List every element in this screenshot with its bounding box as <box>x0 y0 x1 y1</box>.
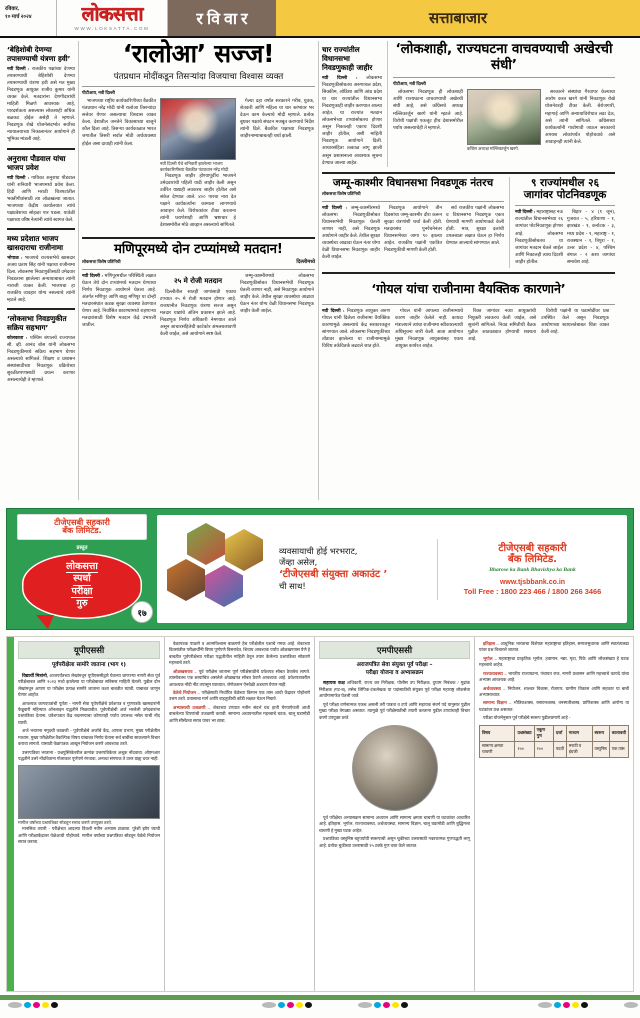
ad-copy-line2: जेंव्हा असेल, <box>279 557 318 568</box>
mpsc-body-1 <box>319 680 470 721</box>
lead-text-1: भाजपच्या राष्ट्रीय कार्यकारिणीच्या बैठकीत पंतप्रधान नरेंद्र मोदी यांनी रालोआ तिसऱ्यांदा सत्तेवर येणार असल्याचा विश्वास व्यक्त केला. देशातील जनतेने विकासाच्या बाजूने कौल दिला आहे. तिसऱ्या कार्यकाळात भारत जगातील तिसरी सर्वात मोठी अर्थव्यवस्था होईल असा दावाही त्यांनी केला. <box>82 99 156 147</box>
section-band <box>276 0 640 36</box>
manipur-text-3: जम्मू-काश्मीरमध्ये लोकसभा निवडणुकीसोबत विधानसभेची निवडणूक घेतली जाणार नाही, असे निवडणूक आयोगाने जाहीर केले. तेथील सुरक्षा व्यवस्थेचा आढावा घेऊन नंतर योग्य वेळी विधानसभा निवडणूक जाहीर केली जाईल. <box>240 273 314 315</box>
ad-website-link[interactable]: www.tjsbbank.co.in <box>499 578 566 586</box>
mpsc-item-label-0: इतिहास – <box>483 641 499 646</box>
mpsc-para-3: प्रश्नपत्रिका वस्तुनिष्ठ बहुपर्यायी स्वरूपाची असून चुकीच्या उत्तरासाठी नकारात्मक गुणपद्धती लागू आहे. प्रत्येक चुकीच्या उत्तरासाठी २५ टक्के गुण वजा केले जातात. <box>319 836 470 848</box>
mpsc-table-intro: परीक्षा योजनेनुसार पूर्व परीक्षेचे स्वरूप पुढीलप्रमाणे आहे - <box>483 715 571 721</box>
reg-mark-cyan-1 <box>24 1002 31 1008</box>
kharge-photo <box>467 89 541 145</box>
upsc-column-2 <box>164 637 314 991</box>
goyal-col-2 <box>395 308 463 352</box>
website-url[interactable]: WWW.LOKSATTA.COM <box>74 26 150 31</box>
reg-mark-cyan-3 <box>374 1002 381 1008</box>
mid-right-block <box>322 177 615 268</box>
second-lead-text: लोकसभा निवडणुकीसोबतच अरुणाचल प्रदेश, सिक्कीम, ओडिशा आणि आंध्र प्रदेश या चार राज्यांतील विधानसभा निवडणुकाही जाहीर करण्यात आल्या आहेत. या राज्यांत मतदान लोकसभेच्या टप्प्यांसोबतच होणार असून निकालही एकाच दिवशी जाहीर होतील, अशी माहिती निवडणूक आयोगाने दिली. आचारसंहिता तत्काळ लागू झाली असून प्रशासनाला आवश्यक सूचना देण्यात आल्या आहेत. <box>322 76 382 166</box>
byelection-col-1 <box>515 209 563 267</box>
jk-text-2: निवडणूक आयोगाने तीन दिवसांचा जम्मू-काश्मीर दौरा करून सुरक्षा यंत्रणांशी चर्चा केली होती. मतदारसंघ पुनर्रचनेनंतर विधानसभेच्या जागा ९० झाल्या आहेत. राजकीय पक्षांनी एकत्रित निवडणुकीची मागणी केली होती. <box>384 205 442 254</box>
upsc-photo-caption: मागील वर्षांच्या प्रश्नपत्रिका सोडवून सराव करणे उपयुक्त ठरते. <box>18 820 113 826</box>
reg-mark-group-1 <box>8 1002 58 1008</box>
manipur-subhead: २५ मे रोजी मतदान <box>173 276 223 285</box>
ad-copy-line1: व्यवसायाची होई भरभराट, <box>279 546 358 557</box>
mpsc-byline-rest: अधिकारी, राज्य कर निरीक्षक, पोलीस उप निरीक्षक, दुय्यम निबंधक / मुद्रांक निरीक्षक (गट-ब), तसेच लिपिक-टंकलेखक या पदांसाठीची संयुक्त पूर्व परीक्षा महाराष्ट्र लोकसेवा आयोगामार्फत घेतली जाते. <box>319 680 470 699</box>
manipur-col-2 <box>160 273 236 340</box>
mpsc-item-label-2: राज्यव्यवस्था – <box>483 670 507 676</box>
sidebar-headline-3: ‘लोकसभा निवडणुकीत सक्रिय सहभाग’ <box>7 314 67 333</box>
exam-guide-section <box>6 636 634 992</box>
goyal-text-2: गोयल यांनी आपल्या राजीनाम्याचे कारण जाहीर केलेले नाही. कायदा मंत्रालयाने त्यांचा राजीनामा स्वीकारल्याची अधिसूचना जारी केली. आता आयोगात मुख्य निवडणूक आयुक्तांसह एकच आयुक्त कार्यरत आहेत. <box>395 308 463 349</box>
reg-mark-group-5 <box>624 1002 638 1008</box>
badge-line-1: स्पर्धा <box>73 573 91 585</box>
ravivar-char-1: वि <box>206 9 220 28</box>
sidebar-headline-1: अनुराधा पौडवाल यांचा भाजप प्रवेश <box>7 153 66 172</box>
reg-mark-gray-3 <box>358 1002 372 1008</box>
issue-date-full: १० मार्च २०२४ <box>5 13 32 20</box>
ad-hex-photo-cluster <box>157 515 275 623</box>
right-lead-col-3 <box>545 89 615 152</box>
masthead-logo-block[interactable] <box>56 0 168 36</box>
page-number-badge: १७ <box>131 601 153 623</box>
sidebar-item-1[interactable] <box>7 154 75 224</box>
lead-subhead: पंतप्रधान मोदींकडून तिसऱ्यांदा विजयाचा विश्वास व्यक्त <box>113 72 284 83</box>
byelection-text-1: महाराष्ट्रासह नऊ राज्यांतील विधानसभेच्या २६ जागांवर पोटनिवडणूक होणार आहे. लोकसभा निवडणुकीसोबतच या जागांवर मतदान घेतले जाईल आणि निकालही त्याच दिवशी जाहीर होतील. <box>515 210 564 265</box>
green-side-strip <box>7 637 14 991</box>
jk-byline: लोकसत्ता विशेष प्रतिनिधी <box>322 190 361 196</box>
ad-left-panel <box>7 509 157 629</box>
modi-photo <box>160 98 236 160</box>
mpsc-column-1 <box>314 637 474 991</box>
sidebar-dateline-0: नवी दिल्ली : <box>7 66 30 71</box>
sidebar-body-3 <box>7 335 75 384</box>
modi-photo-caption: नवी दिल्ली येथे शनिवारी झालेल्या भाजप कार्यकारिणीच्या बैठकीत पंतप्रधान नरेंद्र मोदी. <box>160 161 230 173</box>
jk-col-3 <box>446 205 504 261</box>
mpsc-item-label-1: भूगोल – <box>483 655 497 661</box>
upsc-para-3: अर्ज भरताना नमूदची काळजी - पूर्वपरीक्षेचे अर्जाचे केंद्र, आपला प्रभाग, मुख्य परीक्षेतील माध्यम, मुख्य परीक्षेतील वैकल्पिक विषय यांबाबत निर्णय घेताना सर्व बाबींचा साकल्याने विचार करावा लागतो. यासाठी वेळापत्रक आखून नियोजन करणे आवश्यक ठरते. <box>18 728 160 747</box>
second-lead-headline: चार राज्यांतील विधानसभा निवडणुकाही जाहीर <box>322 45 373 72</box>
right-lead-headline: ‘लोकशाही, राज्यघटना वाचवण्याची अखेरची संधी’ <box>395 41 613 74</box>
sidebar-dateline-3: कोलकाता : <box>7 335 28 341</box>
upsc-byline: विद्यार्थी मित्रांनो, <box>22 672 48 678</box>
goyal-dateline: नवी दिल्ली : <box>322 307 345 313</box>
byelection-dateline: नवी दिल्ली : <box>515 209 536 215</box>
manipur-place: दिल्लीमध्ये <box>296 259 315 265</box>
mpsc-para-2: पूर्व परीक्षेचा अभ्यासक्रम सामान्य अध्ययन आणि सामान्य क्षमता चाचणी या घटकांवर आधारित आहे. इतिहास, भूगोल, राज्यव्यवस्था, अर्थव्यवस्था, सामान्य विज्ञान, चालू घडामोडी आणि बुद्धिमत्ता चाचणी हे मुख्य घटक आहेत. <box>319 815 470 833</box>
lead-col-1 <box>82 98 156 231</box>
upsc-section-title: यूपीएससी <box>18 641 160 659</box>
ad-bank-name-line2: बँक लिमिटेड. <box>507 554 557 565</box>
upsc-bullet-text-1: पूर्व परीक्षेस जाताना पूर्ण परीक्षेसाठीचे प्रवेशपत्र सोबत ठेवावेच लागते. त्यासोबतच एक छायाचित्र असलेले ओळखपत्र सोबत ठेवणे आवश्यक आहे. प्रवेशपत्रावरील आवश्यक नोंदी नीट तपासून घ्याव्यात, जेणेकरून ऐनवेळी अडचण येणार नाही. <box>169 668 311 687</box>
mpsc-section-subtitle <box>319 662 470 677</box>
reg-mark-yellow-3 <box>392 1002 399 1008</box>
upsc-bullet-label-2: वेळेचे नियोजन – <box>173 689 200 695</box>
sidebar-body-1 <box>7 175 75 224</box>
ad-tollfree-number[interactable]: Toll Free : 1800 223 466 / 1800 266 3466 <box>463 586 602 596</box>
table-cell-3: पदवी <box>553 741 566 757</box>
reg-mark-gray-4 <box>538 1002 552 1008</box>
goyal-text-4: विरोधी पक्षांनी या घडामोडींवर प्रश्न उपस्थित केले असून निवडणूक आयोगाच्या स्वायत्ततेबाबत चिंता व्यक्त केली आहे. <box>541 308 609 335</box>
jk-col-1 <box>322 205 380 261</box>
table-header-6: कालावधी <box>609 725 628 741</box>
reg-mark-magenta-1 <box>33 1002 40 1008</box>
hex-photo-trader <box>167 559 205 601</box>
reg-mark-group-2 <box>262 1002 312 1008</box>
reg-mark-magenta-4 <box>563 1002 570 1008</box>
exam-scheme-table <box>479 725 629 758</box>
table-cell-6: एक तास <box>609 741 628 757</box>
table-cell-1: १०० <box>515 741 534 757</box>
manipur-byline: लोकसत्ता विशेष प्रतिनिधी <box>82 258 121 264</box>
manipur-col-3 <box>240 273 314 340</box>
upsc-body-1 <box>18 673 160 763</box>
lead-col-3 <box>240 98 314 231</box>
upsc-bullet-text-3: शेवटच्या टप्प्यात नवीन संदर्भ ग्रंथ हाती घेण्याऐवजी आधी वाचलेल्या टिपणांची उजळणी करावी. सामान्य अध्ययनातील महत्त्वाचे घटक, चालू घडामोडी आणि सीसॅटचा सराव यावर भर द्यावा. <box>169 704 311 723</box>
manipur-dateline: नवी दिल्ली : <box>82 272 104 278</box>
sidebar-body-0 <box>7 66 75 144</box>
right-lead-col-1 <box>393 89 463 152</box>
upsc-para-5: मानसिक तयारी - परीक्षेच्या आदल्या दिवशी नवीन अभ्यास टाळावा. पुरेशी झोप घ्यावी आणि परीक्षाकेंद्रावर वेळेआधी पोहोचावे. मागील वर्षांच्या प्रश्नपत्रिका सोडवून वेळेचे नियोजन सराव करावा. <box>18 826 160 845</box>
ad-copy-line3: ‘टीजेएसबी संयुक्ता अकाउंट ’ <box>279 568 388 580</box>
tjsb-name-line2: बँक लिमिटेड. <box>62 526 102 536</box>
upsc-body-2 <box>18 826 160 845</box>
sidebar-body-2 <box>7 255 75 304</box>
mpsc-item-text-0: आधुनिक भारताचा विशेषतः महाराष्ट्राचा इतिहास, समाजसुधारक आणि स्वातंत्र्यलढा यांवर प्रश्न विचारले जातात. <box>479 641 629 653</box>
mpsc-exam-hall-photo <box>352 725 438 811</box>
manipur-text-2: दिल्लीतील सातही जागांसाठी एकाच टप्प्यात २५ मे रोजी मतदान होणार आहे. राजधानीत निवडणूक यंत्रणा सज्ज असून मतदार याद्यांचे अंतिम प्रकाशन झाले आहे. निवडणूक निर्णय अधिकारी नेमण्यात आले असून आचारसंहितेची काटेकोर अंमलबजावणी केली जाईल, असे आयोगाने स्पष्ट केले. <box>160 289 236 337</box>
lead-dateline: पीटीआय, नवी दिल्ली <box>82 90 115 96</box>
mpsc-byline: सहायक कक्ष <box>323 680 345 686</box>
reg-mark-gray-1 <box>8 1002 22 1008</box>
registration-marks <box>0 1002 640 1016</box>
goyal-story[interactable] <box>322 277 615 352</box>
manipur-headline: मणिपूरमध्ये दोन टप्प्यांमध्ये मतदान! <box>114 241 283 257</box>
byelection-story[interactable] <box>509 177 615 268</box>
goyal-col-4 <box>541 308 609 352</box>
tjsb-logo-box <box>17 514 147 540</box>
table-header-3: दर्जा <box>553 725 566 741</box>
lead-column <box>78 41 318 500</box>
lead-story-columns <box>82 98 315 231</box>
news-body <box>0 38 640 500</box>
right-lead-col-2 <box>467 89 541 152</box>
sidebar-item-2[interactable] <box>7 234 75 304</box>
kharge-photo-caption: काँग्रेस अध्यक्ष मल्लिकार्जुन खरगे. <box>467 146 519 152</box>
table-header-1: प्रश्नसंख्या <box>515 725 534 741</box>
reg-mark-gray-2 <box>262 1002 276 1008</box>
reg-mark-black-3 <box>401 1002 408 1008</box>
hex-photo-vendor <box>205 565 243 607</box>
sidebar-text-2: भाजपचे राज्यसभेचे खासदार अजय प्रताप सिंह यांनी पक्षाचा राजीनामा दिला. लोकसभा निवडणुकीसाठी उमेदवार निवडताना झालेल्या अन्यायाबाबत त्यांनी नाराजी व्यक्त केली. भाजपचा हा राजकीय व्यवहार योग्य नसल्याचे त्यांनी म्हटले आहे. <box>7 255 76 304</box>
ravivar-band <box>168 0 276 36</box>
mpsc-item-text-2: भारतीय राज्यघटना, पंचायत राज, नागरी प्रशासन आणि महत्त्वाचे कायदे यांचा अभ्यास आवश्यक आहे. <box>479 670 630 683</box>
manipur-text-1: मणिपूरमधील परिस्थिती लक्षात घेऊन तेथे दोन टप्प्यांमध्ये मतदान घेण्याचा निर्णय निवडणूक आयोगाने घेतला आहे. अंतर्गत मणिपूर आणि बाह्य मणिपूर या दोन्ही मतदारसंघांत कडक सुरक्षा व्यवस्था ठेवण्यात येणार आहे. निर्वासित छावण्यांमध्ये राहणाऱ्या मतदारांसाठी विशेष मतदान केंद्रे उभारली जातील. <box>82 273 157 329</box>
issue-date <box>0 0 56 36</box>
right-lead-text-1: लोकसभा निवडणूक ही लोकशाही आणि राज्यघटना वाचवण्याची अखेरची संधी आहे, असे काँग्रेसचे अध्यक्ष मल्लिकार्जुन खरगे यांनी म्हटले आहे. विरोधी पक्षांची एकजूट हीच देशासमोरील पर्याय असल्याचेही ते म्हणाले. <box>393 90 463 131</box>
mpsc-body-2 <box>319 815 470 849</box>
table-cell-4: मराठी व इंग्रजी <box>566 741 592 757</box>
jk-text-1: जम्मू-काश्मीरमध्ये लोकसभा निवडणुकीसोबत विधानसभेची निवडणूक घेतली जाणार नाही, असे निवडणूक आयोगाने जाहीर केले. तेथील सुरक्षा व्यवस्थेचा आढावा घेऊन नंतर योग्य वेळी विधानसभा निवडणूक जाहीर केली जाईल. <box>322 205 380 261</box>
badge-line-2: परीक्षा <box>71 585 93 597</box>
right-lead-dateline: पीटीआय, नवी दिल्ली <box>393 81 426 87</box>
sidebar-headline-0: ‘बेहिशोबी देणग्या तपासण्याची यंत्रणा हवी’ <box>7 45 71 63</box>
reg-mark-magenta-2 <box>287 1002 294 1008</box>
loksatta-logo: लोकसत्ता <box>81 3 143 25</box>
second-lead-dateline: नवी दिल्ली : <box>322 75 358 80</box>
goyal-headline: ‘गोयल यांचा राजीनामा वैयक्तिक कारणाने’ <box>371 280 566 296</box>
upsc-section-subtitle: पूर्वपरीक्षेला सामोरे जाताना (भाग १) <box>52 662 126 668</box>
upsc-mid-body <box>169 641 310 724</box>
upsc-mid-para-1: वेळापत्रक पाळणे व आत्मविश्वास बाळगणे हेच परीक्षेतील यशाचे गमक आहे. शेवटच्या दिवसांतील परीक्षार्थींनी विषय पूर्णपणे विसरावेत, शिवाय आवश्यक पर्याय ओळखण्यास येणे हे बाबतीत पूर्वपरीक्षेच्या परीक्षा पद्धतीतील माहिती ठेवून तयार केलेल्या प्रश्नपत्रिका सोडवणे महत्त्वाचे ठरते. <box>169 641 310 666</box>
lead-text-3: गेल्या दहा वर्षांत सरकारने गरीब, युवक, शेतकरी आणि महिला या चार स्तंभांवर भर देऊन काम केल्याचे मोदी म्हणाले. प्रत्येक बूथवर पक्षाचे संघटन मजबूत करण्याचे निर्देश त्यांनी दिले. बैठकीत पक्षाच्या निवडणूक जाहीरनाम्याबाबतही चर्चा झाली. <box>240 99 314 140</box>
hex-photo-shopkeeper <box>225 529 263 571</box>
goyal-col-3 <box>468 308 536 352</box>
right-lead-text-2: सरकारने संस्थांचा गैरवापर केल्याचा आरोप करत खरगे यांनी निवडणूक रोखे योजनेवरही टीका केली. बेरोजगारी, महागाई आणि अन्यायाविरोधात लढा देऊ, असे त्यांनी सांगितले. काँग्रेसच्या कार्यकर्त्यांनी गावोगावी जाऊन सरकारचे अपयश लोकांपर्यंत पोहोचवावे असे आवाहनही त्यांनी केले. <box>545 90 615 145</box>
reg-mark-black-1 <box>51 1002 58 1008</box>
upsc-para-4: उत्तरपत्रिका भरताना - प्रश्नपुस्तिकेवरील क्रमांक उत्तरपत्रिकेवर अचूक नोंदवावा. ओएमआर पद्धतीने उत्तरे नोंदविताना गोलाकार पूर्णपणे रंगवावा, अन्यथा संगणक ते उत्तर ग्राह्य धरत नाही. <box>18 749 160 761</box>
second-lead-story[interactable] <box>322 41 382 167</box>
reg-mark-gray-5 <box>624 1002 638 1008</box>
reg-mark-cyan-4 <box>554 1002 561 1008</box>
jk-headline: जम्मू-काश्मीर विधानसभा निवडणूक नंतरच <box>332 176 494 189</box>
upsc-bullet-label-3: अभ्यासाची उजळणी – <box>173 704 211 710</box>
presented-by-label: प्रस्तुत <box>76 544 88 551</box>
masthead <box>0 0 640 38</box>
issue-date-day: रविवार, <box>5 6 19 12</box>
reg-mark-yellow-2 <box>296 1002 303 1008</box>
table-header-row <box>480 725 629 741</box>
table-header-4: माध्यम <box>566 725 592 741</box>
right-column <box>318 41 618 500</box>
upsc-bullet-label-1: ओळखसराव – <box>173 668 197 674</box>
left-sidebar <box>4 41 78 500</box>
ad-tagline: Bharose ka Bank Bhavishya ka Bank <box>489 566 576 573</box>
jk-col-2 <box>384 205 442 261</box>
sidebar-text-3: पश्चिम बंगालचे राज्यपाल सी. व्ही. आनंद बोस यांनी लोकसभा निवडणुकीमध्ये सक्रिय सहभाग घेणार असल्याचे सांगितले. शिक्षण व प्रशासन संस्थांसाठीच्या निवडणूक प्रक्रियेच्या सुरळीतपणासाठी प्रयत्न करणार असल्याचेही ते म्हणाले. <box>7 336 76 384</box>
ravivar-char-2: वा <box>224 9 238 28</box>
right-lead-story[interactable] <box>387 41 615 167</box>
lead-col-2 <box>160 98 236 231</box>
tjsb-bank-advertisement[interactable] <box>6 508 634 630</box>
hex-photo-farmer <box>187 523 225 565</box>
goyal-col-1 <box>322 308 390 352</box>
jk-story[interactable] <box>322 177 504 268</box>
upsc-students-photo <box>18 765 160 819</box>
sidebar-item-0[interactable] <box>7 45 75 144</box>
ad-main-panel <box>157 515 627 623</box>
mpsc-syllabus-list <box>479 641 629 722</box>
reg-mark-yellow-4 <box>572 1002 579 1008</box>
goyal-text-3: रिक्त जागांवर नव्या आयुक्तांची नियुक्ती लवकरच केली जाईल, असे सूत्रांनी सांगितले. निवड समितीची बैठक पुढील आठवड्यात होण्याची शक्यता आहे. <box>468 308 536 342</box>
reg-mark-yellow-1 <box>42 1002 49 1008</box>
jk-dateline: नवी दिल्ली : <box>322 204 348 210</box>
upsc-para-2: आवश्यक कागदपत्रांची पूर्तता - नागरी सेवा पूर्वपरीक्षेचे प्रवेशपत्र व गुणपत्रके खासदारांनी फेब्रुवारी महिन्यात ऑनलाइन पद्धतीने मिळवावीत. पूर्वपरीक्षेची अर्ज भरलेली उमेदवारांना प्रश्नपत्रिका देताना, प्रवेशपत्रात केंद्र बदलण्याचा कोणताही पर्याय उपलब्ध नसेल याची नोंद घ्यावी. <box>18 700 160 725</box>
ravivar-char-3: र <box>241 9 248 28</box>
mpsc-subtitle-line1: अराजपत्रित सेवा संयुक्त पूर्व परीक्षा – <box>356 662 433 668</box>
jk-text-3: सर्व राजकीय पक्षांनी लोकसभा व विधानसभा निवडणूक एकत्र घेण्याची मागणी आयोगाकडे केली होती. मात्र, सुरक्षा दलांची उपलब्धता लक्षात घेऊन हा निर्णय घेण्यात आल्याचे सांगण्यात आले. <box>446 205 504 247</box>
sidebar-item-3[interactable] <box>7 314 75 384</box>
sidebar-text-1: गायिका अनुराधा पौडवाल यांनी शनिवारी भाजपमध्ये प्रवेश केला. हिंदी आणि मराठी चित्रपटांतील भक्तीगीतांसाठी त्या ओळखल्या जातात. भाजपच्या केंद्रीय कार्यालयात त्यांचे पक्षप्रवेशाचा सोहळा पार पडला. यावेळी पक्षाच्या वरिष्ठ नेत्यांनी त्यांचे स्वागत केले. <box>7 175 75 223</box>
byelection-col-2 <box>567 209 615 267</box>
table-header-0: विषय <box>480 725 515 741</box>
ad-bank-name-line1: टीजेएसबी सहकारी <box>498 542 567 554</box>
byelection-state-list: बिहार - ४ (१ जून), गुजरात - ५, हरियाणा - १, झारखंड - १, कर्नाटक - ३, मध्य प्रदेश - १, महाराष्ट्र - १, राजस्थान - १, त्रिपुरा - १, उत्तर प्रदेश - ४, पश्चिम बंगाल - २ अशा जागांचा समावेश आहे. <box>567 210 615 265</box>
table-cell-5: वस्तुनिष्ठ <box>592 741 609 757</box>
upsc-para-1: आजपर्यंतच्या लेखांमधून यूपीएससीद्वारे घेतल्या जाणाऱ्या नागरी सेवा पूर्व परीक्षेबाबत आणि २०२३ मध्ये झालेल्या या परीक्षेबाबत सविस्तर माहिती घेतली. पुढील दोन लेखांमधून आपण या परीक्षेस प्रत्यक्ष सामोरे जाताना कशा बाबतीत घ्यावी, याबाबत जाणून घेणार आहोत. <box>18 672 160 698</box>
reg-mark-group-3 <box>358 1002 408 1008</box>
reg-mark-cyan-2 <box>278 1002 285 1008</box>
sidebar-dateline-2: भोपाळ : <box>7 254 23 260</box>
manipur-col-1 <box>82 273 156 340</box>
mpsc-column-2 <box>474 637 633 991</box>
top-right-block <box>322 41 615 167</box>
loksatta-spardha-pariksha-guru-badge[interactable] <box>22 553 142 619</box>
badge-line-3: गुरु <box>76 598 88 610</box>
tjsb-name-line1: टीजेएसबी सहकारी <box>54 517 110 527</box>
table-cell-2: १०० <box>534 741 553 757</box>
reg-mark-black-2 <box>305 1002 312 1008</box>
ad-contact-panel <box>437 539 627 600</box>
lead-text-2: निवडणूक जाहीर होण्यापूर्वीच भाजपने उमेदवारांची पहिली यादी जाहीर केली असून उर्वरित याद्याही लवकरच जाहीर होतील असे संकेत देण्यात आले. ४०० पारचा नारा देत पक्षाने कार्यकर्त्यांना कामाला लागण्याचे आवाहन केले. विरोधकांवर टीका करताना त्यांनी घराणेशाही आणि भ्रष्टाचार हे देशासमोरील मोठे आव्हान असल्याचे सांगितले. <box>160 174 236 229</box>
reg-mark-magenta-3 <box>383 1002 390 1008</box>
table-row <box>480 741 629 757</box>
mpsc-section-title: एमपीएससी <box>319 641 470 659</box>
mpsc-item-text-4: भौतिकशास्त्र, रसायनशास्त्र, वनस्पतीशास्त्र, प्राणिशास्त्र आणि आरोग्य या घटकांवर प्रश्न असतात. <box>479 700 630 712</box>
badge-line-0: लोकसत्ता <box>66 560 98 572</box>
byelection-headline: ९ राज्यांमधील २६ जागांवर पोटनिवडणूक <box>523 176 607 201</box>
upsc-column-1 <box>14 637 164 991</box>
ravivar-char-0: र <box>196 9 203 28</box>
mpsc-subtitle-line2: परीक्षा योजना व अभ्यासक्रम <box>365 669 424 676</box>
manipur-story[interactable] <box>82 242 315 340</box>
mpsc-item-text-1: महाराष्ट्राचा प्राकृतिक भूगोल, हवामान, नद्या, मृदा, पिके आणि लोकसंख्या हे घटक महत्त्वाचे आहेत. <box>479 655 629 668</box>
table-header-2: एकूण गुण <box>534 725 553 741</box>
upsc-bullet-text-2: परीक्षेसाठी निर्धारित वेळेच्या किमान एक तास आधी केंद्रावर पोहोचणे उत्तम ठरते. प्रवासाचा मार्ग आणि वाहतुकीची कोंडी लक्षात घेऊन निघावे. <box>169 689 310 702</box>
sidebar-dateline-1: नवी दिल्ली : <box>7 174 30 180</box>
sidebar-headline-2: मध्य प्रदेशात भाजप खासदाराचा राजीनामा <box>7 233 64 252</box>
reg-mark-group-4 <box>538 1002 588 1008</box>
table-cell-0: सामान्य क्षमता चाचणी <box>480 741 515 757</box>
mpsc-item-label-4: सामान्य विज्ञान – <box>483 700 512 706</box>
mpsc-item-label-3: अर्थव्यवस्था – <box>483 685 506 691</box>
footer-green-bar <box>0 995 640 1000</box>
lead-headline: ‘रालोआ’ सज्ज! <box>122 39 275 68</box>
section-title: सत्ताबाजार <box>429 9 487 27</box>
reg-mark-black-4 <box>581 1002 588 1008</box>
mpsc-para-1: पूर्व परीक्षा वर्णनात्मक एकच असली तरी पात्रता व टप्पे आणि सहायक संवर्ग पदे यानुसार पुढील मुख्य परीक्षा वेगळ्या असतात. त्यामुळे पूर्व परीक्षेसाठीची तयारी करताना पुढील टप्प्यांचाही विचार करणे उपयुक्त ठरते. <box>319 701 470 720</box>
table-header-5: स्वरूप <box>592 725 609 741</box>
ad-copy-line4: ची साथ! <box>279 580 306 591</box>
sidebar-text-0: राजकीय पक्षांच्या देणग्या तपासण्याची बेहिशोबी देणग्या तपासण्याची यंत्रणा हवी असे मत मुख्य निवडणूक आयुक्त राजीव कुमार यांनी व्यक्त केले. मतदारांना देणगीदारांची माहिती मिळणे आवश्यक आहे, पारदर्शकता असल्यास लोकशाही अधिक बळकट होईल असेही ते म्हणाले. निवडणूक रोखे योजनेसंदर्भात सर्वोच्च न्यायालयाच्या निकालानंतर आयोगाने ही भूमिका मांडली आहे. <box>7 67 75 143</box>
goyal-text-1: निवडणूक आयुक्त अरुण गोयल यांनी दिलेला राजीनामा वैयक्तिक कारणामुळे असल्याचे केंद्र सरकारकडून सांगण्यात आले. लोकसभा निवडणुकीच्या तोंडावर झालेल्या या राजीनाम्यामुळे विविध तर्कवितर्क लढवले जात होते. <box>322 308 391 349</box>
ad-copy <box>275 546 437 592</box>
mpsc-item-text-3: नियोजन, शाश्वत विकास, रोजगार, ग्रामीण विकास आणि सहकार या बाबी अभ्यासाव्यात. <box>479 685 630 697</box>
